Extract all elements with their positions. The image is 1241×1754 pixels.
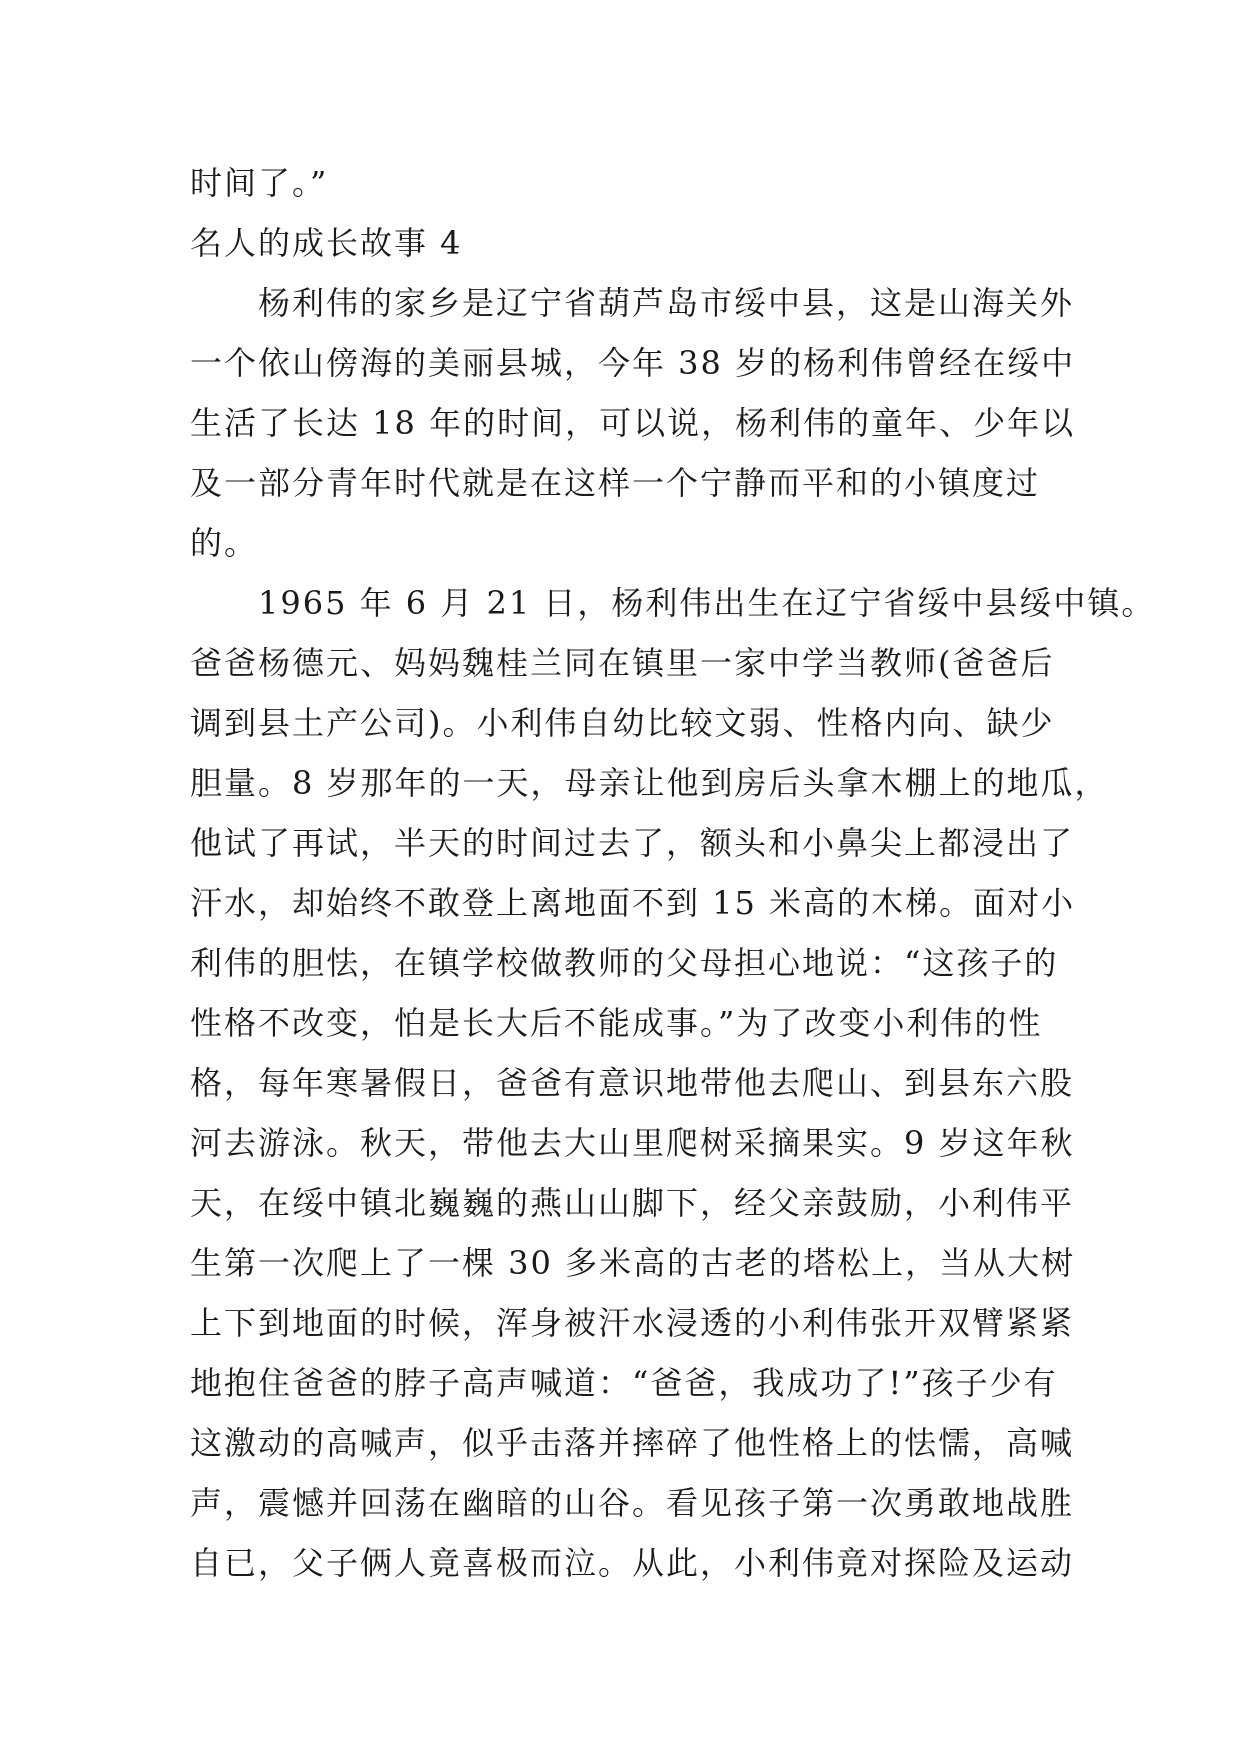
text-line: 这激动的高喊声，似乎击落并摔碎了他性格上的怯懦，高喊	[190, 1424, 1075, 1462]
text-line: 1965 年 6 月 21 日，杨利伟出生在辽宁省绥中县绥中镇。	[258, 584, 1156, 622]
text-line: 利伟的胆怯，在镇学校做教师的父母担心地说：“这孩子的	[190, 944, 1059, 982]
text-line: 天，在绥中镇北巍巍的燕山山脚下，经父亲鼓励，小利伟平	[190, 1184, 1075, 1222]
text-line: 上下到地面的时候，浑身被汗水浸透的小利伟张开双臂紧紧	[190, 1304, 1075, 1342]
text-line: 河去游泳。秋天，带他去大山里爬树采摘果实。9 岁这年秋	[190, 1124, 1075, 1162]
text-line: 的。	[190, 524, 259, 562]
text-line: 汗水，却始终不敢登上离地面不到 15 米高的木梯。面对小	[190, 884, 1076, 922]
text-line: 爸爸杨德元、妈妈魏桂兰同在镇里一家中学当教师(爸爸后	[190, 644, 1055, 682]
text-line: 自已，父子俩人竟喜极而泣。从此，小利伟竟对探险及运动	[190, 1544, 1075, 1582]
text-line: 杨利伟的家乡是辽宁省葫芦岛市绥中县，这是山海关外	[258, 284, 1075, 322]
text-line: 性格不改变，怕是长大后不能成事。”为了改变小利伟的性	[190, 1004, 1043, 1042]
text-line: 他试了再试，半天的时间过去了，额头和小鼻尖上都浸出了	[190, 824, 1075, 862]
text-line: 及一部分青年时代就是在这样一个宁静而平和的小镇度过	[190, 464, 1041, 502]
text-line: 一个依山傍海的美丽县城，今年 38 岁的杨利伟曾经在绥中	[190, 344, 1076, 382]
text-line: 时间了。”	[190, 164, 329, 202]
text-line: 调到县土产公司)。小利伟自幼比较文弱、性格内向、缺少	[190, 704, 1055, 742]
section-heading: 名人的成长故事 4	[190, 224, 463, 262]
text-line: 格，每年寒暑假日，爸爸有意识地带他去爬山、到县东六股	[190, 1064, 1075, 1102]
text-line: 生第一次爬上了一棵 30 多米高的古老的塔松上，当从大树	[190, 1244, 1076, 1282]
text-line: 地抱住爸爸的脖子高声喊道：“爸爸，我成功了!”孩子少有	[190, 1364, 1058, 1402]
text-line: 胆量。8 岁那年的一天，母亲让他到房后头拿木棚上的地瓜，	[190, 764, 1109, 802]
text-line: 声，震憾并回荡在幽暗的山谷。看见孩子第一次勇敢地战胜	[190, 1484, 1075, 1522]
document-body	[190, 153, 1156, 1593]
text-line: 生活了长达 18 年的时间，可以说，杨利伟的童年、少年以	[190, 404, 1076, 442]
